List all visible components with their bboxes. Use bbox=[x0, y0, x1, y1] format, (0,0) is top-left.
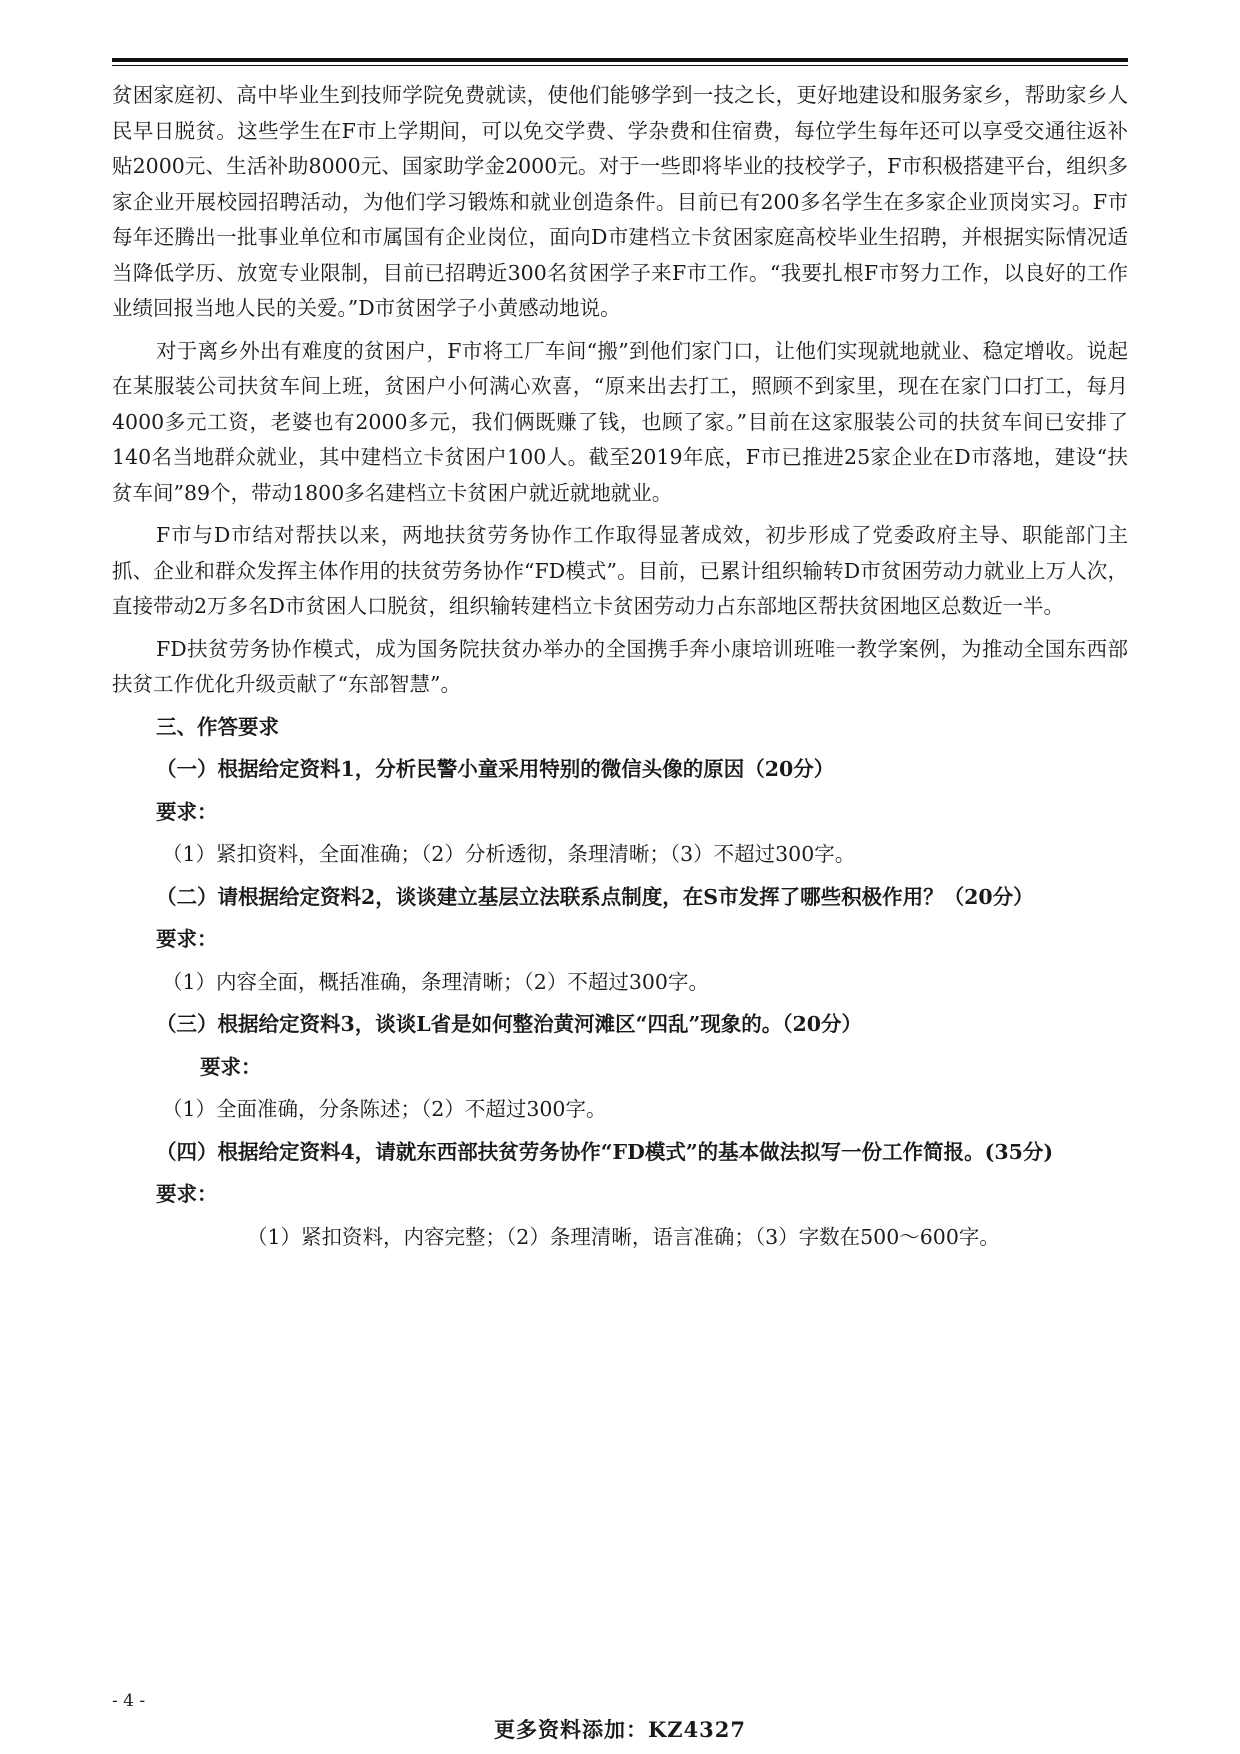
page-number: - 4 - bbox=[112, 1691, 146, 1711]
question-2-title: （二）请根据给定资料2，谈谈建立基层立法联系点制度，在S市发挥了哪些积极作用？（20分） bbox=[156, 884, 1034, 909]
question-1-title: （一）根据给定资料1，分析民警小童采用特别的微信头像的原因（20分） bbox=[156, 757, 835, 781]
page-content bbox=[112, 78, 1128, 1262]
body-paragraph-2: 对于离乡外出有难度的贫困户，F市将工厂车间“搬”到他们家门口，让他们实现就地就业、稳定增收。说起在某服装公司扶贫车间上班，贫困户小何满心欢喜，“原来出去打工，照顾不到家里，现在在家门口打工，每月4000多元工资，老婆也有2000多元，我们俩既赚了钱，也顾了家。”目前在这家服装公司的扶贫车间已安排了140名当地群众就业，其中建档立卡贫困户100人。截至2019年底，F市已推进25家企业在D市落地，建设“扶贫车间”89个，带动1800多名建档立卡贫困户就近就地就业。 bbox=[112, 338, 1128, 505]
question-2-req-text: （1）内容全面，概括准确，条理清晰；（2）不超过300字。 bbox=[162, 969, 709, 994]
question-4-req-label: 要求： bbox=[156, 1182, 218, 1206]
question-4-title: （四）根据给定资料4，请就东西部扶贫劳务协作“FD模式”的基本做法拟写一份工作简报。(35分) bbox=[156, 1139, 1054, 1164]
question-1-req-text: （1）紧扣资料，全面准确；（2）分析透彻，条理清晰；（3）不超过300字。 bbox=[162, 842, 856, 866]
question-3-req-label: 要求： bbox=[200, 1054, 262, 1079]
section-heading: 三、作答要求 bbox=[156, 714, 279, 739]
header-rule-thin bbox=[112, 65, 1128, 66]
footer-note: 更多资料添加：KZ4327 bbox=[493, 1717, 747, 1742]
question-3-req-text: （1）全面准确，分条陈述；（2）不超过300字。 bbox=[162, 1097, 607, 1121]
question-4-req-text: （1）紧扣资料，内容完整；（2）条理清晰，语言准确；（3）字数在500～600字。 bbox=[247, 1224, 1000, 1249]
body-paragraph-4: FD扶贫劳务协作模式，成为国务院扶贫办举办的全国携手奔小康培训班唯一教学案例，为推动全国东西部扶贫工作优化升级贡献了“东部智慧”。 bbox=[112, 636, 1128, 696]
header-rule-thick bbox=[112, 58, 1128, 62]
question-2-req-label: 要求： bbox=[156, 927, 218, 951]
question-1-req-label: 要求： bbox=[156, 799, 218, 824]
body-paragraph-1: 贫困家庭初、高中毕业生到技师学院免费就读，使他们能够学到一技之长，更好地建设和服务家乡，帮助家乡人民早日脱贫。这些学生在F市上学期间，可以免交学费、学杂费和住宿费，每位学生每年还可以享受交通往返补贴2000元、生活补助8000元、国家助学金2000元。对于一些即将毕业的技校学子，F市积极搭建平台，组织多家企业开展校园招聘活动，为他们学习锻炼和就业创造条件。目前已有200多名学生在多家企业顶岗实习。F市每年还腾出一批事业单位和市属国有企业岗位，面向D市建档立卡贫困家庭高校毕业生招聘，并根据实际情况适当降低学历、放宽专业限制，目前已招聘近300名贫困学子来F市工作。“我要扎根F市努力工作，以良好的工作业绩回报当地人民的关爱。”D市贫困学子小黄感动地说。 bbox=[112, 83, 1128, 320]
body-paragraph-3: F市与D市结对帮扶以来，两地扶贫劳务协作工作取得显著成效，初步形成了党委政府主导、职能部门主抓、企业和群众发挥主体作用的扶贫劳务协作“FD模式”。目前，已累计组织输转D市贫困劳动力就业上万人次，直接带动2万多名D市贫困人口脱贫，组织输转建档立卡贫困劳动力占东部地区帮扶贫困地区总数近一半。 bbox=[112, 523, 1128, 618]
question-3-title: （三）根据给定资料3，谈谈L省是如何整治黄河滩区“四乱”现象的。（20分） bbox=[156, 1012, 863, 1036]
